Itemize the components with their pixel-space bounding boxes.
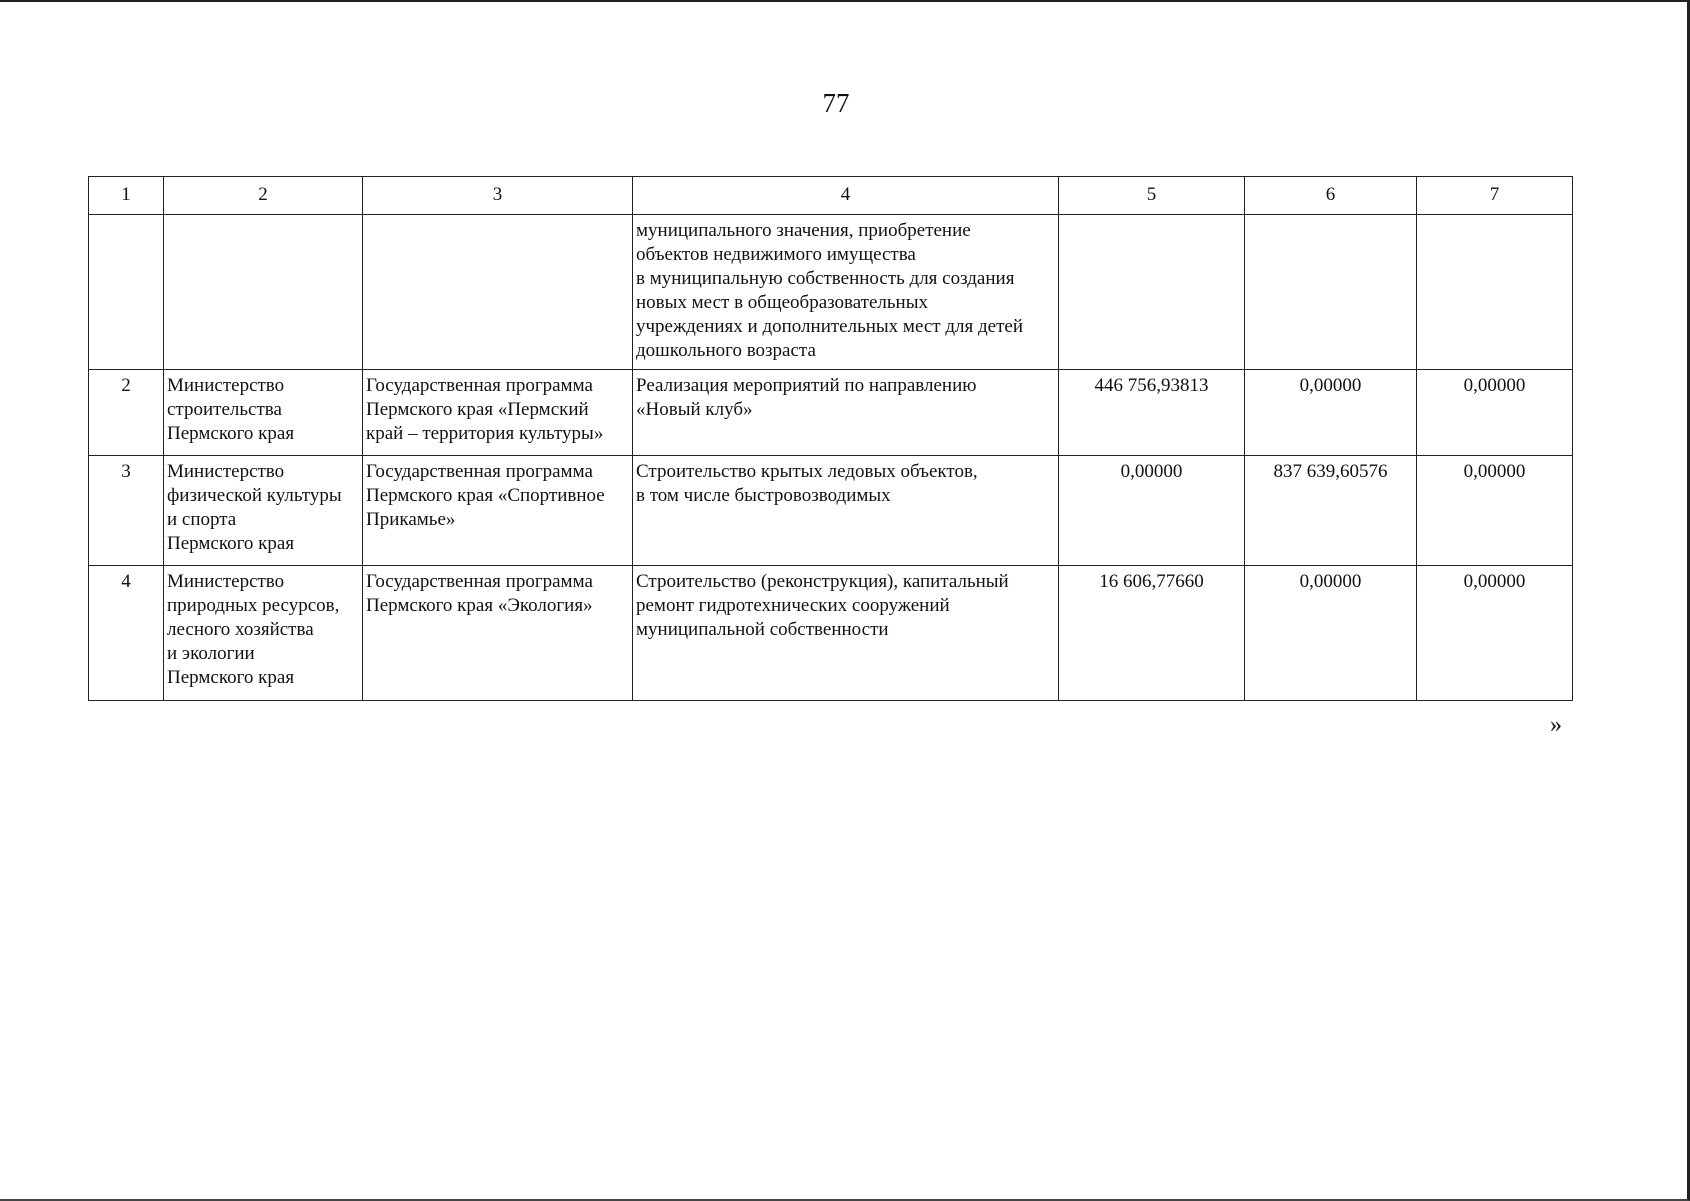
amount-col6: 837 639,60576 — [1245, 456, 1417, 566]
column-header-3: 3 — [363, 177, 633, 215]
ministry-cell: Министерство строительства Пермского края — [164, 370, 363, 456]
page-number: 77 — [822, 88, 850, 118]
row-number: 3 — [89, 456, 164, 566]
amount-col5: 16 606,77660 — [1059, 566, 1245, 701]
row-number: 2 — [89, 370, 164, 456]
program-cell: Государственная программа Пермского края «Экология» — [363, 566, 633, 701]
program-cell — [363, 215, 633, 370]
program-cell: Государственная программа Пермского края «Спортивное Прикамье» — [363, 456, 633, 566]
event-cell: Строительство крытых ледовых объектов, в том числе быстровозводимых — [633, 456, 1059, 566]
budget-table — [88, 176, 1573, 701]
amount-col6: 0,00000 — [1245, 370, 1417, 456]
closing-quote-mark: » — [1550, 712, 1562, 738]
event-cell: муниципального значения, приобретение объектов недвижимого имущества в муниципальную собственность для создания новых мест в общеобразовательных учреждениях и дополнительных мест для детей дошкольного возраста — [633, 215, 1059, 370]
column-header-4: 4 — [633, 177, 1059, 215]
ministry-cell: Министерство физической культуры и спорта Пермского края — [164, 456, 363, 566]
column-header-6: 6 — [1245, 177, 1417, 215]
header-row — [89, 177, 1573, 215]
amount-col7 — [1417, 215, 1573, 370]
amount-col6 — [1245, 215, 1417, 370]
event-cell: Реализация мероприятий по направлению «Новый клуб» — [633, 370, 1059, 456]
ministry-cell — [164, 215, 363, 370]
amount-col7: 0,00000 — [1417, 456, 1573, 566]
column-header-1: 1 — [89, 177, 164, 215]
ministry-cell: Министерство природных ресурсов, лесного хозяйства и экологии Пермского края — [164, 566, 363, 701]
row-number: 4 — [89, 566, 164, 701]
program-cell: Государственная программа Пермского края «Пермский край – территория культуры» — [363, 370, 633, 456]
amount-col5 — [1059, 215, 1245, 370]
amount-col7: 0,00000 — [1417, 566, 1573, 701]
event-cell: Строительство (реконструкция), капитальный ремонт гидротехнических сооружений муниципальной собственности — [633, 566, 1059, 701]
row-number — [89, 215, 164, 370]
amount-col7: 0,00000 — [1417, 370, 1573, 456]
table-row — [89, 370, 1573, 456]
column-header-7: 7 — [1417, 177, 1573, 215]
column-header-5: 5 — [1059, 177, 1245, 215]
table-row — [89, 566, 1573, 701]
amount-col5: 0,00000 — [1059, 456, 1245, 566]
amount-col5: 446 756,93813 — [1059, 370, 1245, 456]
table-row — [89, 456, 1573, 566]
amount-col6: 0,00000 — [1245, 566, 1417, 701]
table-row — [89, 215, 1573, 370]
column-header-2: 2 — [164, 177, 363, 215]
